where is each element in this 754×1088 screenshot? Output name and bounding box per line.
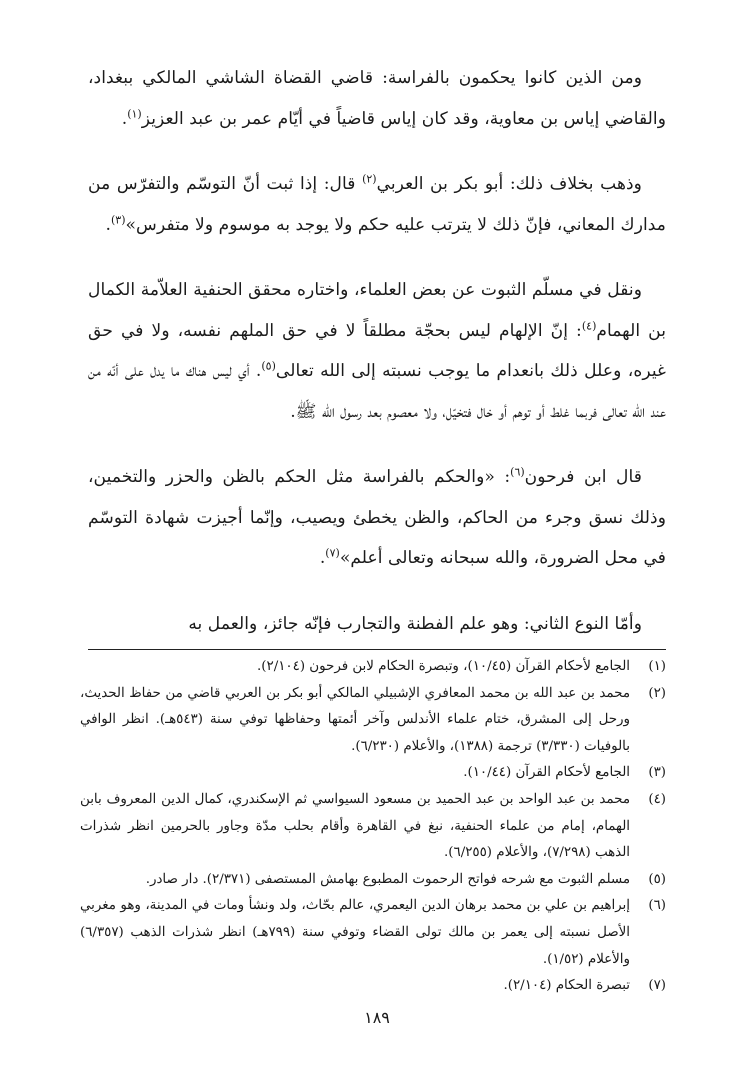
footnote-ref-1: (١) [127, 106, 142, 120]
footnote-5: (٥) مسلم الثبوت مع شرحه فواتح الرحموت المطبوع بهامش المستصفى (٢/٣٧١). دار صادر. [145, 871, 666, 887]
footnote-ref-2: (٢) [362, 172, 377, 186]
footnote-ref-6: (٦) [510, 465, 525, 479]
footnote-ref-5: (٥) [261, 359, 276, 373]
page-number: ١٨٩ [364, 1008, 390, 1027]
footnote-1: (١) الجامع لأحكام القرآن (١٠/٤٥)، وتبصرة الحكام لابن فرحون (٢/١٠٤). [257, 659, 666, 674]
footnote-7: (٧) تبصرة الحكام (٢/١٠٤). [503, 978, 666, 994]
footnote-2: (٢) محمد بن عبد الله بن محمد المعافري الإشبيلي المالكي أبو بكر بن العربي قاضي من حفاظ الحديث، ورحل إلى المشرق، ختام علماء الأندلس وآخر أئمتها وحفاظها توفي سنة (٥٤٣هـ). انظر الوافي بالوفيات (٣/٣٣٠) ترجمة (١٣٨٨)، والأعلام (٦/٢٣٠). [80, 685, 666, 754]
footnote-ref-3: (٣) [111, 212, 126, 226]
paragraph-4: قال ابن فرحون$^{(٦)}$: «والحكم بالفراسة مثل الحكم بالظن والحزر والتخمين، وذلك نسق وجرء من الحاكم، والظن يخطئ ويصيب، وإنّما أجيزت شهادة التوسّم في محل الضرورة، والله سبحانه وتعالى أعلم»$^{(٧)}$. [88, 465, 666, 568]
footnote-4: (٤) محمد بن عبد الواحد بن عبد الحميد بن مسعود السيواسي ثم الإسكندري، كمال الدين المعروف بابن الهمام، إمام من علماء الحنفية، نبغ في القاهرة وأقام بحلب مدّة وجاور بالحرمين انظر شذرات الذهب (٧/٢٩٨)، والأعلام (٦/٢٥٥). [80, 791, 666, 861]
footnote-6: (٦) إبراهيم بن علي بن محمد برهان الدين اليعمري، عالم بحّاث، ولد ونشأ ومات في المدينة، وهو مغربي الأصل نسبته إلى يعمر بن مالك تولى القضاء وتوفي سنة (٧٩٩هـ) انظر شذرات الذهب (٦/٣٥٧) والأعلام (١/٥٢). [80, 898, 666, 967]
footnote-ref-7: (٧) [325, 546, 340, 560]
footnote-3: (٣) الجامع لأحكام القرآن (١٠/٤٤). [463, 765, 666, 781]
footnote-ref-4: (٤) [581, 318, 597, 332]
paragraph-1: ومن الذين كانوا يحكمون بالفراسة: قاضي القضاة الشاشي المالكي ببغداد، والقاضي إياس بن معاوية، وقد كان إياس قاضياً في أيّام عمر بن عبد العزيز$^{(١)}$. [88, 68, 666, 129]
footnotes [80, 654, 666, 1000]
paragraph-3: ونقل في مسلّم الثبوت عن بعض العلماء، واختاره محقق الحنفية العلاّمة الكمال بن الهمام$^{(٤)}$: إنّ الإلهام ليس بحجّة مطلقاً لا في حق الملهم نفسه، ولا في حق غيره، وعلل ذلك بانعدام ما يوجب نسبته إلى الله تعالى$^{(٥)}$. أي ليس هناك ما يدل على أنّه من عند الله تعالى فربما غلط أو توهم أو خال فتخيّل، ولا معصوم بعد رسول الله ﷺ. [88, 280, 666, 422]
paragraph-2: وذهب بخلاف ذلك: أبو بكر بن العربي$^{(٢)}$ قال: إذا ثبت أنّ التوسّم والتفرّس من مدارك المعاني، فإنّ ذلك لا يترتب عليه حكم ولا يوجد به موسوم ولا متفرس»$^{(٣)}$. [88, 172, 666, 235]
footnote-divider [88, 649, 666, 650]
main-text [88, 58, 666, 669]
paragraph-5: وأمّا النوع الثاني: وهو علم الفطنة والتجارب فإنّه جائز، والعمل به [188, 613, 642, 634]
